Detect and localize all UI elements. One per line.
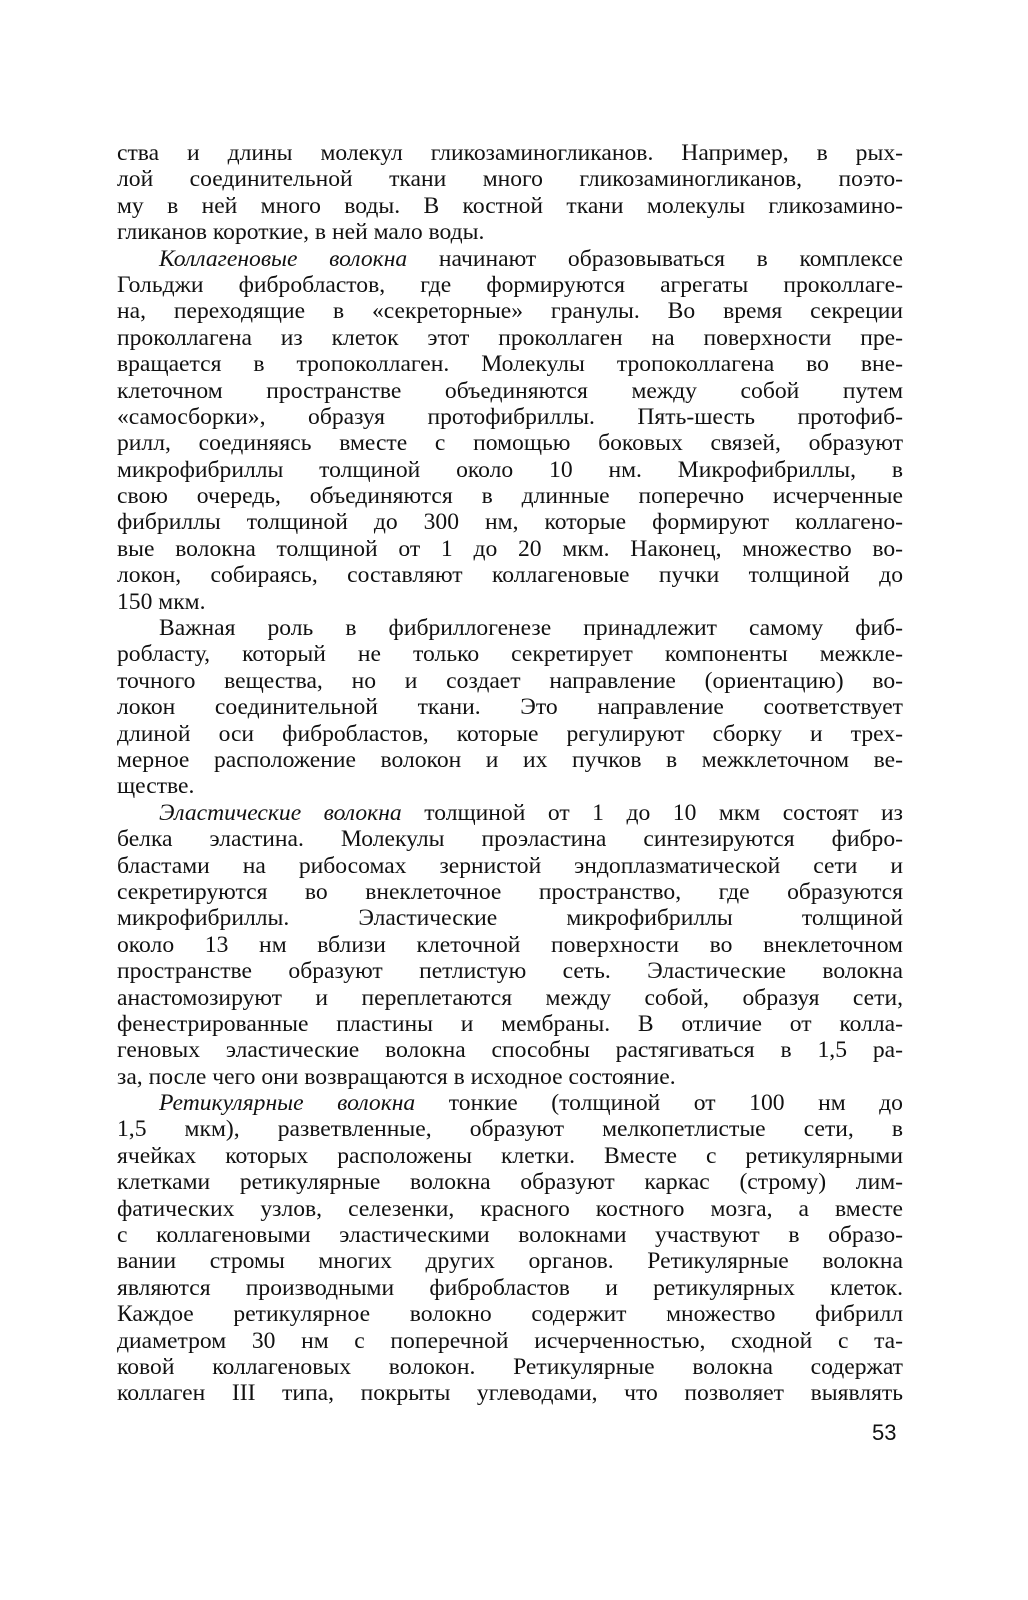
paragraph-reticular-fibers — [117, 1090, 903, 1407]
text-line: свою очередь, объединяются в длинные поперечно исчерченные — [117, 483, 903, 510]
text-line: локон соединительной ткани. Это направление соответствует — [117, 694, 903, 721]
text-line: рилл, соединяясь вместе с помощью боковых связей, образуют — [117, 430, 903, 457]
text-line: геновых эластические волокна способны растягиваться в 1,5 ра- — [117, 1037, 903, 1064]
text-line: лой соединительной ткани много гликозаминогликанов, поэто- — [117, 166, 903, 193]
paragraph-elastic-fibers — [117, 800, 903, 1090]
paragraph-collagen-fibers — [117, 246, 903, 615]
text-line: «самосборки», образуя протофибриллы. Пять-шесть протофиб- — [117, 403, 903, 430]
text-line: ячейках которых расположены клетки. Вместе с ретикулярными — [117, 1142, 903, 1169]
text-line: вании стромы многих других органов. Ретикулярные волокна — [117, 1248, 903, 1275]
text-line: точного вещества, но и создает направление (ориентацию) во- — [117, 667, 903, 694]
text-line: мерное расположение волокон и их пучков в межклеточном ве- — [117, 746, 903, 773]
text-line: локон, собираясь, составляют коллагеновые пучки толщиной до — [117, 562, 903, 589]
text-line: фатических узлов, селезенки, красного костного мозга, а вместе — [117, 1195, 903, 1222]
text-line — [117, 800, 903, 826]
text-line: секретируются во внеклеточное пространство, где образуются — [117, 878, 903, 905]
text-line — [117, 246, 903, 272]
text-line: проколлагена из клеток этот проколлаген на поверхности пре- — [117, 324, 903, 351]
text-line: робласту, который не только секретирует компоненты межкле- — [117, 641, 903, 668]
text-line: му в ней много воды. В костной ткани молекулы гликозамино- — [117, 192, 903, 219]
text-line: микрофибриллы. Эластические микрофибриллы толщиной — [117, 905, 903, 932]
text-line: Важная роль в фибриллогенезе принадлежит самому фиб- — [159, 615, 903, 642]
text-line: гликанов короткие, в ней мало воды. — [117, 219, 485, 246]
term-elastic-fibers: Эластические волокна — [159, 799, 402, 826]
text-line: 150 мкм. — [117, 588, 206, 615]
text-line: ществе. — [117, 773, 195, 800]
text-line: микрофибриллы толщиной около 10 нм. Микрофибриллы, в — [117, 456, 903, 483]
text-line: ства и длины молекул гликозаминогликанов. Например, в рых- — [117, 140, 903, 166]
term-collagen-fibers: Коллагеновые волокна — [159, 245, 408, 272]
text-line: анастомозируют и переплетаются между собой, образуя сети, — [117, 984, 903, 1011]
text-line: ковой коллагеновых волокон. Ретикулярные волокна содержат — [117, 1353, 903, 1380]
paragraph-1 — [117, 140, 903, 246]
text-line: коллаген III типа, покрыты углеводами, что позволяет выявлять — [117, 1380, 903, 1407]
page-body — [117, 140, 903, 1407]
text-line: белка эластина. Молекулы проэластина синтезируются фибро- — [117, 826, 903, 853]
text-line: с коллагеновыми эластическими волокнами участвуют в образо- — [117, 1222, 903, 1249]
text-line: фибриллы толщиной до 300 нм, которые формируют коллагено- — [117, 509, 903, 536]
paragraph-fibrillogenesis — [117, 615, 903, 800]
text-line: вращается в тропоколлаген. Молекулы тропоколлагена во вне- — [117, 351, 903, 378]
text-line: клетками ретикулярные волокна образуют каркас (строму) лим- — [117, 1169, 903, 1196]
text-fragment: тонкие (толщиной от 100 нм до — [415, 1090, 903, 1117]
text-line: Каждое ретикулярное волокно содержит множество фибрилл — [117, 1301, 903, 1328]
text-line: вые волокна толщиной от 1 до 20 мкм. Наконец, множество во- — [117, 535, 903, 562]
term-reticular-fibers: Ретикулярные волокна — [159, 1090, 416, 1117]
text-line: бластами на рибосомах зернистой эндоплазматической сети и — [117, 852, 903, 879]
text-line: клеточном пространстве объединяются между собой путем — [117, 377, 903, 404]
text-line: длиной оси фибробластов, которые регулируют сборку и трех- — [117, 720, 903, 747]
text-line: диаметром 30 нм с поперечной исчерченностью, сходной с та- — [117, 1327, 903, 1354]
text-line: пространстве образуют петлистую сеть. Эластические волокна — [117, 958, 903, 985]
text-fragment: толщиной от 1 до 10 мкм состоят из — [401, 799, 903, 826]
text-fragment: начинают образовываться в комплексе — [407, 245, 903, 272]
text-line: Гольджи фибробластов, где формируются агрегаты проколлаге- — [117, 271, 903, 298]
text-line — [117, 1090, 903, 1116]
text-line: на, переходящие в «секреторные» гранулы. Во время секреции — [117, 298, 903, 325]
text-line: около 13 нм вблизи клеточной поверхности во внеклеточном — [117, 931, 903, 958]
page-number: 53 — [872, 1420, 897, 1445]
text-line: фенестрированные пластины и мембраны. В отличие от колла- — [117, 1010, 903, 1037]
text-line: являются производными фибробластов и ретикулярных клеток. — [117, 1274, 903, 1301]
text-line: 1,5 мкм), разветвленные, образуют мелкопетлистые сети, в — [117, 1116, 903, 1143]
text-line: за, после чего они возвращаются в исходное состояние. — [117, 1063, 676, 1090]
